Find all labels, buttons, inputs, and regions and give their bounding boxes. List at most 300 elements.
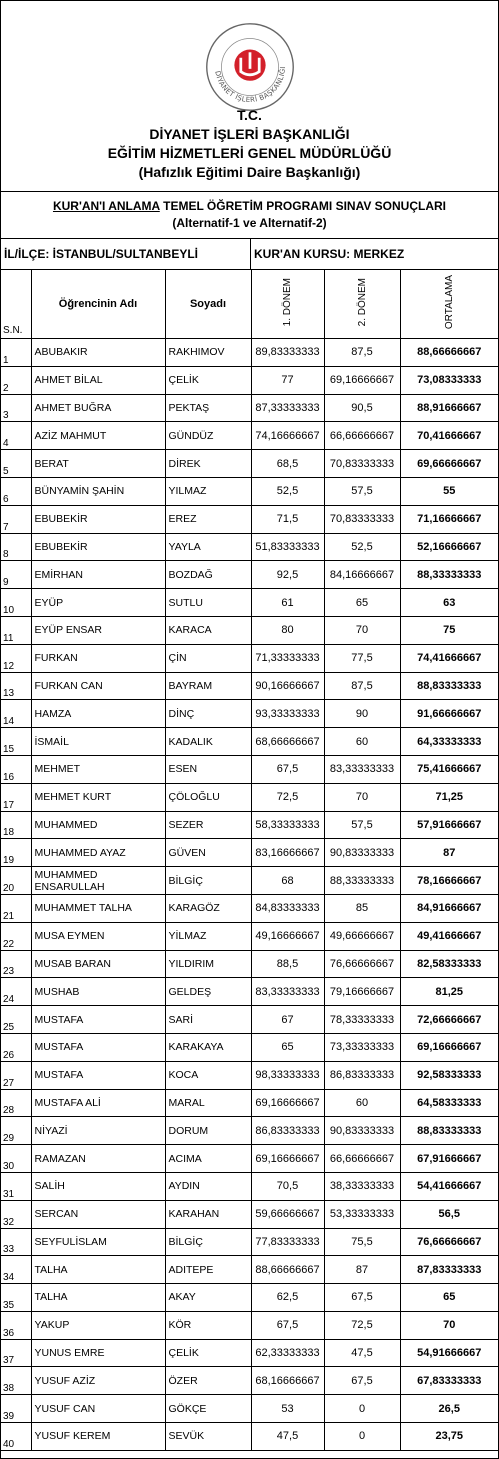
- header-line2: DİYANET İŞLERİ BAŞKANLIĞI: [149, 126, 350, 142]
- row-average: 69,16666667: [400, 1033, 498, 1061]
- row-average: 91,66666667: [400, 700, 498, 728]
- row-sn: 38: [1, 1367, 31, 1395]
- row-average: 26,5: [400, 1395, 498, 1423]
- row-term1: 51,83333333: [251, 533, 324, 561]
- table-row: [1, 616, 498, 644]
- row-sn: 26: [1, 1033, 31, 1061]
- table-row: [1, 1423, 498, 1451]
- logo-area: [1, 1, 498, 106]
- row-term1: 70,5: [251, 1172, 324, 1200]
- row-term2: 65: [324, 589, 400, 617]
- row-surname: YILDIRIM: [165, 950, 251, 978]
- header-line4: (Hafızlık Eğitimi Daire Başkanlığı): [138, 164, 361, 180]
- row-surname: KOCA: [165, 1061, 251, 1089]
- row-term1: 68,66666667: [251, 728, 324, 756]
- header-line1: T.C.: [237, 107, 262, 123]
- row-term2: 70,83333333: [324, 450, 400, 478]
- row-average: 88,91666667: [400, 394, 498, 422]
- row-term1: 80: [251, 616, 324, 644]
- row-surname: AYDIN: [165, 1172, 251, 1200]
- row-average: 75,41666667: [400, 755, 498, 783]
- row-sn: 40: [1, 1423, 31, 1451]
- logo-seal-text: DİYANET İŞLERİ BAŞKANLIĞI: [212, 66, 287, 105]
- table-row: [1, 867, 498, 895]
- row-term1: 61: [251, 589, 324, 617]
- table-row: [1, 1172, 498, 1200]
- row-surname: SEZER: [165, 811, 251, 839]
- row-term1: 88,5: [251, 950, 324, 978]
- table-row: [1, 839, 498, 867]
- row-sn: 5: [1, 450, 31, 478]
- row-term1: 69,16666667: [251, 1145, 324, 1173]
- row-sn: 2: [1, 366, 31, 394]
- row-sn: 11: [1, 616, 31, 644]
- row-average: 88,83333333: [400, 1117, 498, 1145]
- row-surname: SEVÜK: [165, 1423, 251, 1451]
- row-term2: 67,5: [324, 1284, 400, 1312]
- row-average: 64,33333333: [400, 728, 498, 756]
- row-surname: BİLGİÇ: [165, 1228, 251, 1256]
- row-name: MUSTAFA: [31, 1006, 165, 1034]
- row-surname: GÖKÇE: [165, 1395, 251, 1423]
- row-sn: 3: [1, 394, 31, 422]
- row-average: 69,66666667: [400, 450, 498, 478]
- row-term1: 71,33333333: [251, 644, 324, 672]
- row-term1: 87,33333333: [251, 394, 324, 422]
- row-name: TALHA: [31, 1284, 165, 1312]
- table-row: [1, 728, 498, 756]
- row-name: NİYAZİ: [31, 1117, 165, 1145]
- header-line3: EĞİTİM HİZMETLERİ GENEL MÜDÜRLÜĞÜ: [107, 145, 392, 161]
- row-surname: EREZ: [165, 505, 251, 533]
- table-row: [1, 1200, 498, 1228]
- row-term2: 47,5: [324, 1339, 400, 1367]
- row-term1: 67,5: [251, 1311, 324, 1339]
- row-name: MUHAMMED: [31, 811, 165, 839]
- header-term2: 2. DÖNEM: [356, 278, 368, 327]
- row-surname: DİNÇ: [165, 700, 251, 728]
- table-row: [1, 894, 498, 922]
- row-average: 71,16666667: [400, 505, 498, 533]
- row-term1: 89,83333333: [251, 339, 324, 367]
- row-average: 82,58333333: [400, 950, 498, 978]
- row-sn: 36: [1, 1311, 31, 1339]
- program-title: [1, 191, 498, 239]
- header-sn: S.N.: [1, 270, 31, 339]
- row-sn: 23: [1, 950, 31, 978]
- row-sn: 7: [1, 505, 31, 533]
- row-average: 92,58333333: [400, 1061, 498, 1089]
- row-term2: 70,83333333: [324, 505, 400, 533]
- row-average: 57,91666667: [400, 811, 498, 839]
- row-surname: ADITEPE: [165, 1256, 251, 1284]
- row-name: MUHAMMET TALHA: [31, 894, 165, 922]
- header-average-cell: [400, 270, 498, 339]
- row-average: 52,16666667: [400, 533, 498, 561]
- row-term2: 86,83333333: [324, 1061, 400, 1089]
- row-name: EMİRHAN: [31, 561, 165, 589]
- row-name: MUHAMMED ENSARULLAH: [31, 867, 165, 895]
- table-row: [1, 755, 498, 783]
- row-sn: 28: [1, 1089, 31, 1117]
- row-surname: ÇİN: [165, 644, 251, 672]
- row-surname: GÜVEN: [165, 839, 251, 867]
- row-sn: 17: [1, 783, 31, 811]
- row-name: MUSAB BARAN: [31, 950, 165, 978]
- row-average: 78,16666667: [400, 867, 498, 895]
- table-body: [1, 339, 498, 1451]
- row-average: 65: [400, 1284, 498, 1312]
- row-name: FURKAN CAN: [31, 672, 165, 700]
- table-row: [1, 339, 498, 367]
- table-row: [1, 1033, 498, 1061]
- row-term2: 75,5: [324, 1228, 400, 1256]
- row-term2: 87,5: [324, 672, 400, 700]
- row-surname: KARAGÖZ: [165, 894, 251, 922]
- row-name: EBUBEKİR: [31, 505, 165, 533]
- row-sn: 1: [1, 339, 31, 367]
- row-surname: GÜNDÜZ: [165, 422, 251, 450]
- row-name: EYÜP: [31, 589, 165, 617]
- table-row: [1, 1256, 498, 1284]
- row-surname: GELDEŞ: [165, 978, 251, 1006]
- row-term1: 62,5: [251, 1284, 324, 1312]
- row-name: MUHAMMED AYAZ: [31, 839, 165, 867]
- row-average: 88,66666667: [400, 339, 498, 367]
- row-term2: 87: [324, 1256, 400, 1284]
- row-name: EBUBEKİR: [31, 533, 165, 561]
- row-term1: 90,16666667: [251, 672, 324, 700]
- row-surname: ÇELİK: [165, 366, 251, 394]
- row-term2: 90: [324, 700, 400, 728]
- row-name: MUSHAB: [31, 978, 165, 1006]
- row-term1: 59,66666667: [251, 1200, 324, 1228]
- table-row: [1, 561, 498, 589]
- table-row: [1, 1006, 498, 1034]
- row-average: 49,41666667: [400, 922, 498, 950]
- row-sn: 30: [1, 1145, 31, 1173]
- row-average: 71,25: [400, 783, 498, 811]
- row-surname: KADALIK: [165, 728, 251, 756]
- course-label: KUR'AN KURSU: MERKEZ: [254, 247, 405, 261]
- row-surname: SUTLU: [165, 589, 251, 617]
- header-term1: 1. DÖNEM: [282, 278, 293, 327]
- row-term2: 66,66666667: [324, 422, 400, 450]
- table-row: [1, 1311, 498, 1339]
- table-row: [1, 1284, 498, 1312]
- row-sn: 19: [1, 839, 31, 867]
- row-average: 84,91666667: [400, 894, 498, 922]
- header-titles: [1, 106, 498, 191]
- row-term2: 77,5: [324, 644, 400, 672]
- row-term2: 67,5: [324, 1367, 400, 1395]
- row-term2: 38,33333333: [324, 1172, 400, 1200]
- row-term2: 90,83333333: [324, 1117, 400, 1145]
- table-row: [1, 922, 498, 950]
- row-name: YAKUP: [31, 1311, 165, 1339]
- header-average: ORTALAMA: [443, 275, 455, 330]
- row-name: MUSTAFA ALİ: [31, 1089, 165, 1117]
- header-surname: Soyadı: [165, 270, 251, 339]
- row-name: YUSUF CAN: [31, 1395, 165, 1423]
- row-average: 54,41666667: [400, 1172, 498, 1200]
- row-name: YUSUF KEREM: [31, 1423, 165, 1451]
- row-term2: 53,33333333: [324, 1200, 400, 1228]
- row-term2: 85: [324, 894, 400, 922]
- row-name: HAMZA: [31, 700, 165, 728]
- row-name: AZİZ MAHMUT: [31, 422, 165, 450]
- row-name: MEHMET: [31, 755, 165, 783]
- row-term1: 72,5: [251, 783, 324, 811]
- row-name: FURKAN: [31, 644, 165, 672]
- row-surname: DORUM: [165, 1117, 251, 1145]
- row-sn: 12: [1, 644, 31, 672]
- row-name: SALİH: [31, 1172, 165, 1200]
- row-average: 87: [400, 839, 498, 867]
- row-term2: 87,5: [324, 339, 400, 367]
- row-term1: 83,16666667: [251, 839, 324, 867]
- row-name: TALHA: [31, 1256, 165, 1284]
- row-surname: KARACA: [165, 616, 251, 644]
- row-sn: 31: [1, 1172, 31, 1200]
- row-term2: 69,16666667: [324, 366, 400, 394]
- row-surname: DİREK: [165, 450, 251, 478]
- row-sn: 21: [1, 894, 31, 922]
- row-surname: ÇÖLOĞLU: [165, 783, 251, 811]
- row-term2: 57,5: [324, 811, 400, 839]
- row-name: YUNUS EMRE: [31, 1339, 165, 1367]
- row-term1: 93,33333333: [251, 700, 324, 728]
- row-term2: 0: [324, 1395, 400, 1423]
- table-row: [1, 422, 498, 450]
- row-sn: 32: [1, 1200, 31, 1228]
- table-row: [1, 1228, 498, 1256]
- row-term1: 77: [251, 366, 324, 394]
- row-average: 81,25: [400, 978, 498, 1006]
- location-label: İL/İLÇE: İSTANBUL/SULTANBEYLİ: [1, 239, 251, 269]
- row-surname: BİLGİÇ: [165, 867, 251, 895]
- row-term1: 67: [251, 1006, 324, 1034]
- row-surname: MARAL: [165, 1089, 251, 1117]
- row-surname: YILMAZ: [165, 477, 251, 505]
- info-row: [1, 239, 498, 270]
- row-term2: 0: [324, 1423, 400, 1451]
- table-row: [1, 978, 498, 1006]
- row-sn: 13: [1, 672, 31, 700]
- row-name: MUSTAFA: [31, 1061, 165, 1089]
- row-term1: 74,16666667: [251, 422, 324, 450]
- row-name: YUSUF AZİZ: [31, 1367, 165, 1395]
- row-term1: 68,5: [251, 450, 324, 478]
- row-sn: 6: [1, 477, 31, 505]
- row-name: MUSA EYMEN: [31, 922, 165, 950]
- row-average: 64,58333333: [400, 1089, 498, 1117]
- row-term1: 53: [251, 1395, 324, 1423]
- row-name: EYÜP ENSAR: [31, 616, 165, 644]
- row-term1: 67,5: [251, 755, 324, 783]
- table-header-row: [1, 270, 498, 339]
- table-row: [1, 1339, 498, 1367]
- table-row: [1, 1089, 498, 1117]
- table-row: [1, 366, 498, 394]
- row-average: 73,08333333: [400, 366, 498, 394]
- row-term1: 47,5: [251, 1423, 324, 1451]
- row-surname: YİLMAZ: [165, 922, 251, 950]
- diyanet-logo-icon: [204, 21, 296, 113]
- row-name: MUSTAFA: [31, 1033, 165, 1061]
- row-name: ABUBAKIR: [31, 339, 165, 367]
- row-name: AHMET BİLAL: [31, 366, 165, 394]
- row-average: 76,66666667: [400, 1228, 498, 1256]
- row-name: AHMET BUĞRA: [31, 394, 165, 422]
- table-row: [1, 477, 498, 505]
- row-term1: 71,5: [251, 505, 324, 533]
- row-average: 23,75: [400, 1423, 498, 1451]
- table-row: [1, 1061, 498, 1089]
- row-sn: 18: [1, 811, 31, 839]
- row-name: BÜNYAMİN ŞAHİN: [31, 477, 165, 505]
- row-surname: ACIMA: [165, 1145, 251, 1173]
- row-term1: 88,66666667: [251, 1256, 324, 1284]
- row-term2: 49,66666667: [324, 922, 400, 950]
- row-average: 67,91666667: [400, 1145, 498, 1173]
- row-term1: 69,16666667: [251, 1089, 324, 1117]
- row-sn: 34: [1, 1256, 31, 1284]
- row-sn: 24: [1, 978, 31, 1006]
- row-sn: 15: [1, 728, 31, 756]
- row-sn: 14: [1, 700, 31, 728]
- row-surname: AKAY: [165, 1284, 251, 1312]
- program-name: KUR'AN'I ANLAMA: [52, 199, 160, 213]
- row-term2: 79,16666667: [324, 978, 400, 1006]
- row-surname: KARAKAYA: [165, 1033, 251, 1061]
- row-name: İSMAİL: [31, 728, 165, 756]
- row-average: 72,66666667: [400, 1006, 498, 1034]
- row-term1: 98,33333333: [251, 1061, 324, 1089]
- row-surname: KÖR: [165, 1311, 251, 1339]
- row-term2: 52,5: [324, 533, 400, 561]
- row-average: 70,41666667: [400, 422, 498, 450]
- row-average: 87,83333333: [400, 1256, 498, 1284]
- table-row: [1, 589, 498, 617]
- row-surname: SARİ: [165, 1006, 251, 1034]
- row-term1: 77,83333333: [251, 1228, 324, 1256]
- row-term1: 83,33333333: [251, 978, 324, 1006]
- row-average: 55: [400, 477, 498, 505]
- table-row: [1, 1117, 498, 1145]
- row-term2: 78,33333333: [324, 1006, 400, 1034]
- row-sn: 29: [1, 1117, 31, 1145]
- row-term1: 86,83333333: [251, 1117, 324, 1145]
- row-term2: 76,66666667: [324, 950, 400, 978]
- row-sn: 20: [1, 867, 31, 895]
- row-sn: 27: [1, 1061, 31, 1089]
- header-name: Öğrencinin Adı: [31, 270, 165, 339]
- row-term2: 83,33333333: [324, 755, 400, 783]
- table-row: [1, 783, 498, 811]
- row-surname: ESEN: [165, 755, 251, 783]
- row-sn: 16: [1, 755, 31, 783]
- row-term1: 58,33333333: [251, 811, 324, 839]
- row-sn: 9: [1, 561, 31, 589]
- row-term1: 65: [251, 1033, 324, 1061]
- row-term1: 52,5: [251, 477, 324, 505]
- row-sn: 4: [1, 422, 31, 450]
- row-sn: 33: [1, 1228, 31, 1256]
- row-term2: 60: [324, 728, 400, 756]
- row-average: 54,91666667: [400, 1339, 498, 1367]
- row-average: 88,83333333: [400, 672, 498, 700]
- table-row: [1, 1395, 498, 1423]
- table-row: [1, 644, 498, 672]
- row-term1: 68,16666667: [251, 1367, 324, 1395]
- row-term1: 84,83333333: [251, 894, 324, 922]
- table-row: [1, 700, 498, 728]
- row-average: 75: [400, 616, 498, 644]
- row-surname: BAYRAM: [165, 672, 251, 700]
- header-term1-cell: [251, 270, 324, 339]
- row-surname: KARAHAN: [165, 1200, 251, 1228]
- row-sn: 35: [1, 1284, 31, 1312]
- table-row: [1, 811, 498, 839]
- row-term2: 90,5: [324, 394, 400, 422]
- row-term2: 72,5: [324, 1311, 400, 1339]
- program-alternatives: (Alternatif-1 ve Alternatif-2): [172, 216, 327, 230]
- row-term2: 88,33333333: [324, 867, 400, 895]
- row-name: RAMAZAN: [31, 1145, 165, 1173]
- row-term1: 62,33333333: [251, 1339, 324, 1367]
- table-row: [1, 1367, 498, 1395]
- row-surname: PEKTAŞ: [165, 394, 251, 422]
- row-sn: 37: [1, 1339, 31, 1367]
- row-average: 63: [400, 589, 498, 617]
- row-average: 74,41666667: [400, 644, 498, 672]
- row-term1: 92,5: [251, 561, 324, 589]
- row-term2: 60: [324, 1089, 400, 1117]
- row-surname: YAYLA: [165, 533, 251, 561]
- row-term2: 66,66666667: [324, 1145, 400, 1173]
- row-name: MEHMET KURT: [31, 783, 165, 811]
- row-average: 56,5: [400, 1200, 498, 1228]
- row-name: SEYFULİSLAM: [31, 1228, 165, 1256]
- row-sn: 22: [1, 922, 31, 950]
- row-term2: 70: [324, 783, 400, 811]
- row-term1: 68: [251, 867, 324, 895]
- table-row: [1, 950, 498, 978]
- row-term2: 57,5: [324, 477, 400, 505]
- row-term2: 84,16666667: [324, 561, 400, 589]
- header-term2-cell: [324, 270, 400, 339]
- row-name: SERCAN: [31, 1200, 165, 1228]
- row-surname: RAKHIMOV: [165, 339, 251, 367]
- results-table: [1, 270, 498, 1451]
- row-term2: 90,83333333: [324, 839, 400, 867]
- row-surname: ÇELİK: [165, 1339, 251, 1367]
- table-row: [1, 1145, 498, 1173]
- row-average: 67,83333333: [400, 1367, 498, 1395]
- table-row: [1, 394, 498, 422]
- row-sn: 39: [1, 1395, 31, 1423]
- row-term1: 49,16666667: [251, 922, 324, 950]
- row-average: 88,33333333: [400, 561, 498, 589]
- row-sn: 10: [1, 589, 31, 617]
- table-row: [1, 533, 498, 561]
- row-surname: ÖZER: [165, 1367, 251, 1395]
- row-term2: 70: [324, 616, 400, 644]
- table-row: [1, 505, 498, 533]
- row-surname: BOZDAĞ: [165, 561, 251, 589]
- table-row: [1, 672, 498, 700]
